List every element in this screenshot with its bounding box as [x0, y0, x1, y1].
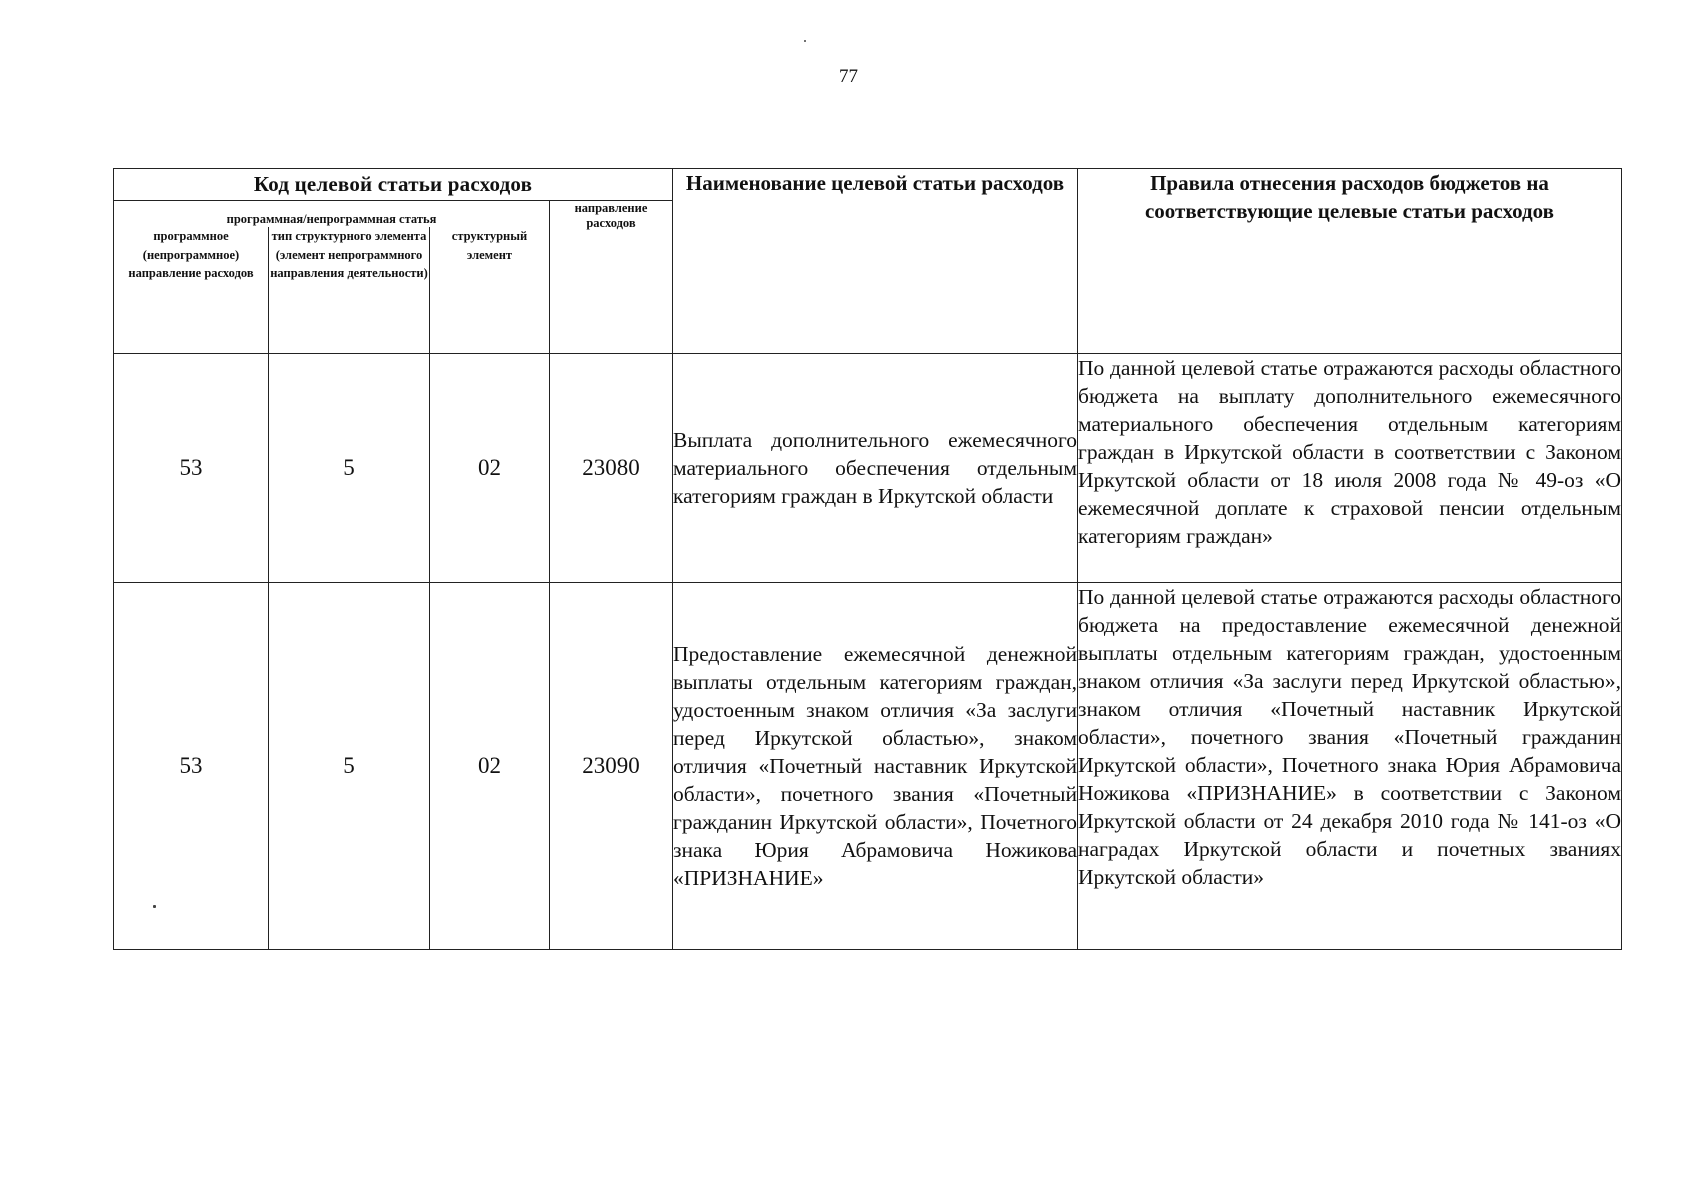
cell-type: 5 [269, 583, 430, 950]
cell-direction: 23080 [550, 354, 673, 583]
table-row [114, 354, 1622, 583]
header-row-1 [114, 169, 1622, 201]
page-number: 77 [839, 66, 858, 87]
cell-program: 53 [114, 583, 269, 950]
target-expense-table [113, 168, 1622, 950]
cell-name: Выплата дополнительного ежемесячного материального обеспечения отдельным категориям граждан в Иркутской области [673, 354, 1078, 583]
cell-direction: 23090 [550, 583, 673, 950]
header-structural-element: структурный элемент [430, 227, 550, 354]
scan-speck [804, 40, 806, 42]
cell-rule: По данной целевой статье отражаются расходы областного бюджета на предоставление ежемесячной денежной выплаты отдельным категориям граждан, удостоенным знаком отличия «За заслуги перед Иркутской областью», знаком отличия «Почетный наставник Иркутской области», почетного звания «Почетный гражданин Иркутской области», Почетного знака Юрия Абрамовича Ножикова «ПРИЗНАНИЕ» в соответствии с Законом Иркутской области от 24 декабря 2010 года № 141-оз «О наградах Иркутской области и почетных званиях Иркутской области» [1078, 583, 1622, 950]
cell-program: 53 [114, 354, 269, 583]
table-row [114, 583, 1622, 950]
cell-name: Предоставление ежемесячной денежной выплаты отдельным категориям граждан, удостоенным знаком отличия «За заслуги перед Иркутской областью», знаком отличия «Почетный наставник Иркутской области», почетного звания «Почетный гражданин Иркутской области», Почетного знака Юрия Абрамовича Ножикова «ПРИЗНАНИЕ» [673, 583, 1078, 950]
header-program-direction: программное (непрограммное) направление расходов [114, 227, 269, 354]
header-code-title: Код целевой статьи расходов [114, 169, 673, 201]
header-expense-direction: направление расходов [550, 201, 673, 354]
header-program-group: программная/непрограммная статья [114, 201, 550, 228]
cell-element: 02 [430, 354, 550, 583]
header-name-column: Наименование целевой статьи расходов [673, 169, 1078, 354]
header-structural-type: тип структурного элемента (элемент непрограммного направления деятельности) [269, 227, 430, 354]
header-rules-column: Правила отнесения расходов бюджетов на соответствующие целевые статьи расходов [1078, 169, 1622, 354]
cell-type: 5 [269, 354, 430, 583]
scan-speck [153, 905, 156, 908]
cell-element: 02 [430, 583, 550, 950]
cell-rule: По данной целевой статье отражаются расходы областного бюджета на выплату дополнительного ежемесячного материального обеспечения отдельным категориям граждан в Иркутской области в соответствии с Законом Иркутской области от 18 июля 2008 года № 49-оз «О ежемесячной доплате к страховой пенсии отдельным категориям граждан» [1078, 354, 1622, 583]
